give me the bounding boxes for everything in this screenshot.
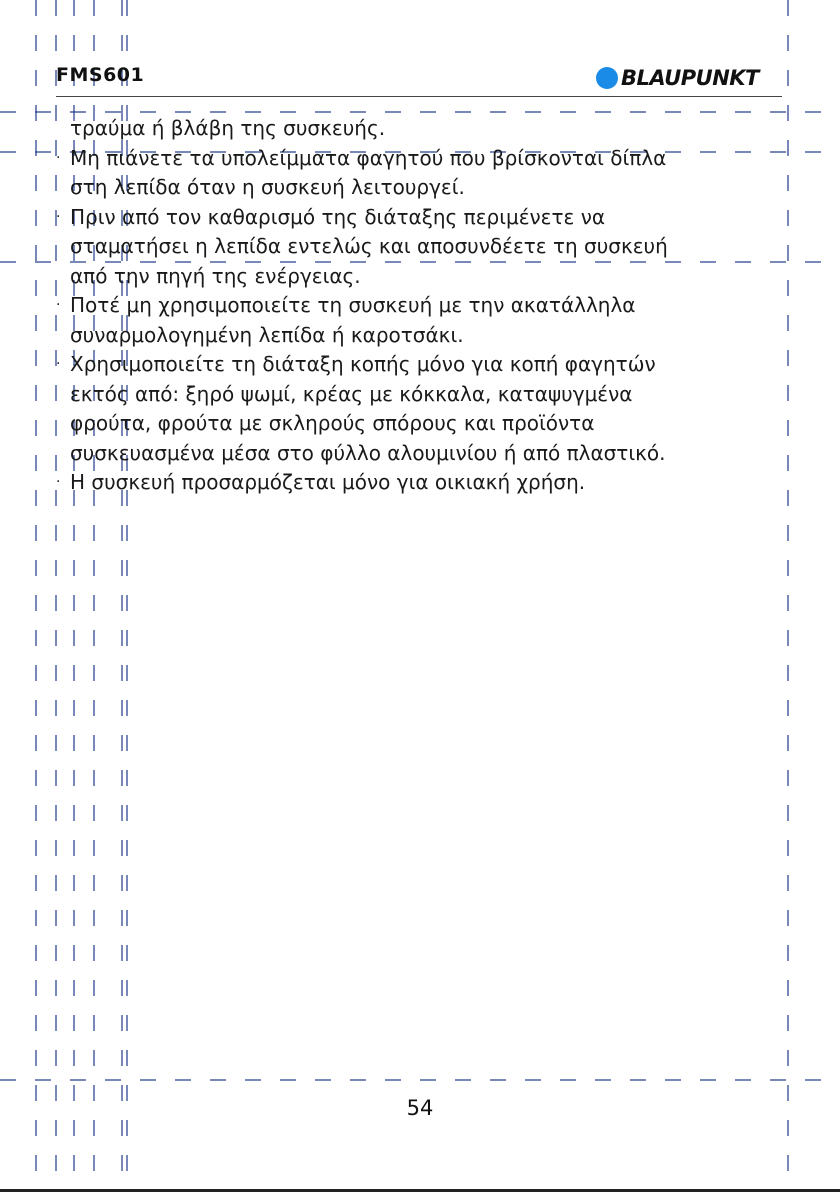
line-text: τραύμα ή βλάβη της συσκευής.: [70, 116, 386, 140]
line-text: συναρμολογημένη λεπίδα ή καροτσάκι.: [70, 322, 464, 347]
line-text: φρούτα, φρούτα με σκληρούς σπόρους και προϊόντα: [70, 411, 595, 435]
text-line: [56, 321, 786, 351]
text-line: [56, 203, 786, 233]
line-text: από την πηγή της ενέργειας.: [70, 263, 361, 288]
bullet: ·: [56, 356, 61, 372]
text-line: [56, 468, 786, 498]
line-text: Μη πιάνετε τα υπολείμματα φαγητού που βρίσκονται δίπλα: [70, 145, 667, 170]
line-text: συσκευασμένα μέσα στο φύλλο αλουμινίου ή από πλαστικό.: [70, 440, 666, 465]
bullet: ·: [56, 208, 61, 225]
bullet: ·: [56, 474, 61, 490]
text-line: [56, 144, 786, 174]
brand-logo: [596, 64, 759, 92]
text-line: [56, 114, 786, 144]
line-text: εκτός από: ξηρό ψωμί, κρέας με κόκκαλα, καταψυγμένα: [70, 381, 633, 406]
safety-instructions: [56, 114, 786, 498]
line-text: Πριν από τον καθαρισμό της διάταξης περιμένετε να: [70, 204, 606, 229]
page-number: 54: [406, 1096, 434, 1120]
text-line: [56, 380, 786, 410]
line-text: Ποτέ μη χρησιμοποιείτε τη συσκευή με την ακατάλληλα: [70, 293, 636, 317]
bullet: ·: [56, 297, 61, 313]
text-line: [56, 350, 786, 380]
bullet: ·: [56, 149, 61, 166]
text-line: [56, 409, 786, 439]
brand-dot-icon: [596, 67, 618, 89]
line-text: στη λεπίδα όταν η συσκευή λειτουργεί.: [70, 175, 465, 199]
line-text: Η συσκευή προσαρμόζεται μόνο για οικιακή χρήση.: [70, 470, 586, 494]
text-line: [56, 291, 786, 321]
brand-wordmark: BLAUPUNKT: [621, 66, 759, 90]
text-line: [56, 232, 786, 262]
text-line: [56, 173, 786, 203]
text-line: [56, 439, 786, 469]
line-text: σταματήσει η λεπίδα εντελώς και αποσυνδέετε τη συσκευή: [70, 234, 668, 258]
line-text: Χρησιμοποιείτε τη διάταξη κοπής μόνο για κοπή φαγητών: [70, 352, 656, 376]
header-rule: [56, 96, 782, 97]
text-line: [56, 262, 786, 292]
model-name: FMS601: [56, 64, 145, 86]
